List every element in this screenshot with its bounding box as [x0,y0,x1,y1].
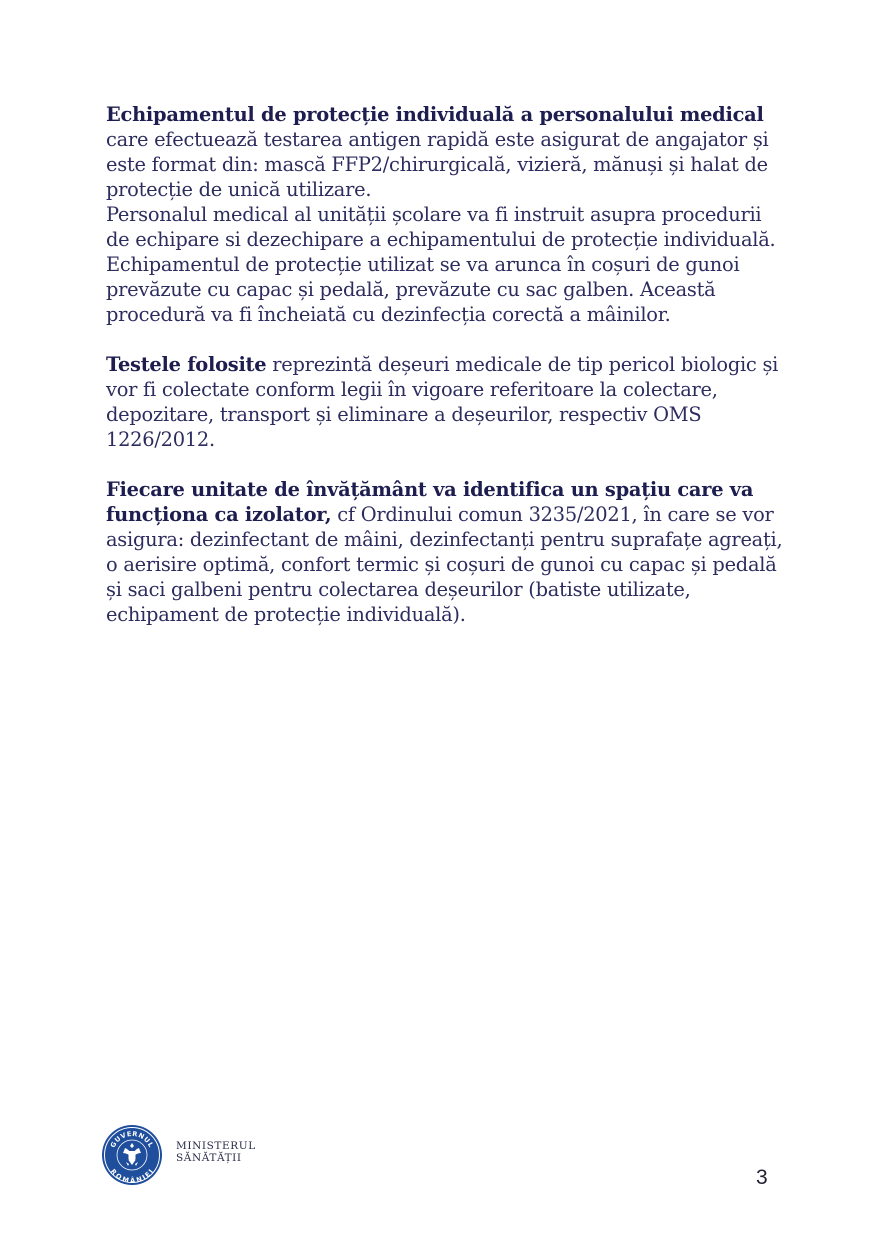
paragraph-isolation [106,477,786,627]
seal-text-top: GUVERNUL [108,1129,156,1150]
ministry-line-2: SĂNĂTĂȚII [176,1152,242,1164]
page-number: 3 [756,1166,768,1189]
paragraph-training [106,202,786,327]
ministry-line-1: MINISTERUL [176,1140,256,1152]
text-training: Personalul medical al unității școlare va fi instruit asupra procedurii de echipare si dezechipare a echipamentului de protecție individuală. Echipamentul de protecție utilizat se va arunca în coșuri de gunoi prevăzute cu capac și pedală, prevăzute cu sac galben. Această procedură va fi încheiată cu dezinfecția corectă a mâinilor. [106,203,776,326]
government-seal-icon [101,1124,163,1186]
ministry-name [176,1140,256,1164]
heading-tests: Testele folosite [106,353,267,376]
heading-isolation: Fiecare unitate de învățământ va identifica un spațiu care va funcționa ca izolator, [106,478,754,526]
heading-ppe: Echipamentul de protecție individuală a personalului medical [106,103,764,126]
paragraph-tests [106,352,786,452]
text-ppe: care efectuează testarea antigen rapidă este asigurat de angajator și este format din: mască FFP2/chirurgicală, vizieră, mănuși și halat de protecție de unică utilizare. [106,128,769,201]
text-isolation: cf Ordinului comun 3235/2021, în care se vor asigura: dezinfectant de mâini, dezinfectanți pentru suprafațe agreați, o aerisire optimă, confort termic și coșuri de gunoi cu capac și pedală și saci galbeni pentru colectarea deșeurilor (batiste utilizate, echipament de protecție individuală). [106,503,783,626]
text-tests: reprezintă deșeuri medicale de tip pericol biologic și vor fi colectate conform legii în vigoare referitoare la colectare, depozitare, transport și eliminare a deșeurilor, respectiv OMS 1226/2012. [106,353,779,451]
document-body [106,102,786,627]
seal-text-bottom: ROMÂNIEI [108,1167,156,1185]
paragraph-ppe [106,102,786,202]
